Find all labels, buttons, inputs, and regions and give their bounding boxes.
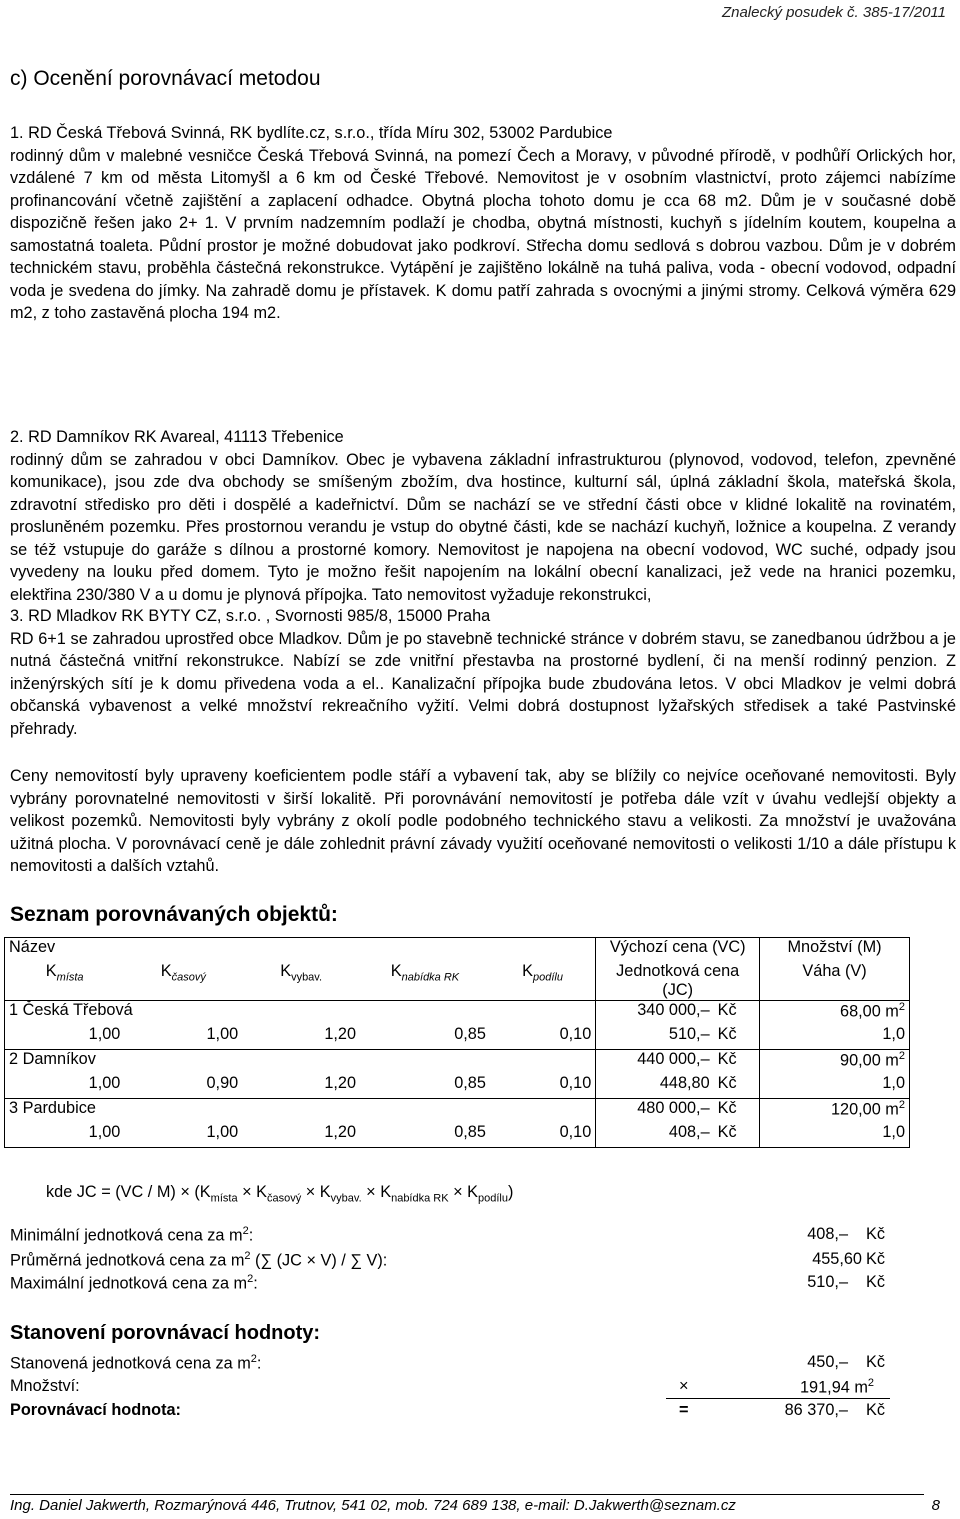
row-k-location: 1,00 <box>5 1123 125 1148</box>
object-2 <box>10 426 956 606</box>
object-1-heading: 1. RD Česká Třebová Svinná, RK bydlíte.cz, s.r.o., třída Míru 302, 53002 Pardubice <box>10 124 613 142</box>
table-row <box>5 1025 910 1050</box>
comparison-list-title: Seznam porovnávaných objektů: <box>10 903 338 926</box>
row-name: 1 Česká Třebová <box>5 1001 596 1026</box>
header-unit-price: Jednotková cena (JC) <box>596 962 760 1001</box>
table-row <box>5 1123 910 1148</box>
table-header-row-2 <box>5 962 910 1001</box>
row-weight: 1,0 <box>760 1074 910 1099</box>
object-1-description: rodinný dům v malebné vesničce Česká Třebová Svinná, na pomezí Čech a Moravy, v původné přírodě, v podhůří Orlických hor, vzdálené 7 km od města Litomyšl a 6 km od České Třebové. Nemovitost je v osobním vlastnictví, proto zájemci nabízíme profinancování včetně zajištění a zaplacení odhadce. Obytná plocha tohoto domu je cca 68 m2. Dům je v současné době dispozičně řešen jako 2+ 1. V prvním nadzemním podlaží je chodba, obytná místnosti, kuchyň s jídelním koutem, koupelna a samostatná toaleta. Půdní prostor je možné dobudovat jako podkroví. Střecha domu sedlová s dobrou vazbou. Dům je v dobrém technickém stavu, proběhla částečná rekonstrukce. Vytápění je zajištěno lokálně na tuhá paliva, voda - obecní vodovod, odpadní voda je svedena do jímky. Na zahradě domu je přístavek. K domu patří zahrada s ovocnými a jinými stromy. Celková výměra 629 m2, z toho zastavěná plocha 194 m2. <box>10 146 956 322</box>
set-unit-price-value: 450,– <box>807 1353 848 1371</box>
valuation-title: Stanovení porovnávací hodnoty: <box>10 1322 321 1344</box>
comparative-value-operator: = <box>679 1401 689 1419</box>
avg-unit-price-label: Průměrná jednotková cena za $m^2$ (∑ (JC × V) / ∑ V): <box>10 1250 388 1270</box>
page-number: 8 <box>931 1497 940 1514</box>
row-unit-price: 510,– <box>596 1025 714 1050</box>
row-currency: Kč <box>714 1123 760 1148</box>
object-3 <box>10 605 956 740</box>
object-3-heading: 3. RD Mladkov RK BYTY CZ, s.r.o. , Svornosti 985/8, 15000 Praha <box>10 607 491 625</box>
footer-divider <box>10 1494 924 1495</box>
quantity-value: 191,94 $m^2$ <box>800 1377 875 1397</box>
row-initial-price: 440 000,– <box>596 1050 714 1075</box>
row-currency: Kč <box>717 1050 737 1068</box>
set-unit-price-label: Stanovená jednotková cena za $m^2$: <box>10 1353 262 1373</box>
header-k-equipment: $K_{vybav.}$ <box>242 962 360 1001</box>
table-row <box>5 1074 910 1099</box>
header-quantity: Množství (M) <box>760 938 910 963</box>
row-name: 3 Pardubice <box>5 1099 596 1124</box>
row-unit-price: 408,– <box>596 1123 714 1148</box>
header-k-offer: $K_{nabídka RK}$ <box>360 962 490 1001</box>
row-currency: Kč <box>714 1025 760 1050</box>
row-name: 2 Damníkov <box>5 1050 596 1075</box>
min-unit-price-currency: Kč <box>866 1225 886 1243</box>
adjustment-text: Ceny nemovitostí byly upraveny koeficientem podle stáří a vybavení tak, aby se blížily co nejvíce oceňované nemovitosti. Byly vybrány porovnatelné nemovitosti v širší lokalitě. Při porovnávání nemovitostí je potřeba dále vzít v úvahu vedlejší objekty a velikost pozemků. Nemovitosti byly vybrány z okolí podle podobného technického stavu a velikosti. Za množství je uvažována užitná plocha. V porovnávací ceně je dále zohlednit právní závady využití oceňované nemovitosti o velikosti 1/10 a dále přístupu k nemovitosti a dalších vztahů. <box>10 767 956 875</box>
comparative-value-currency: Kč <box>866 1401 886 1419</box>
row-k-time: 0,90 <box>124 1074 242 1099</box>
object-1 <box>10 122 956 325</box>
header-weight: Váha (V) <box>760 962 910 1001</box>
section-title: c) Ocenění porovnávací metodou <box>10 67 321 90</box>
table-header-row-1 <box>5 938 910 963</box>
table-row <box>5 1050 910 1075</box>
table-row <box>5 1001 910 1026</box>
row-initial-price: 340 000,– <box>596 1001 714 1026</box>
min-unit-price-value: 408,– <box>807 1225 848 1243</box>
row-k-location: 1,00 <box>5 1074 125 1099</box>
row-k-equipment: 1,20 <box>242 1025 360 1050</box>
row-k-offer: 0,85 <box>360 1074 490 1099</box>
unit-price-formula: kde JC = $(VC / M) \times (K_{místa} \times K_{časový} \times K_{vybav.} \times K_{nabídka RK} \times K_{podílu})$ <box>46 1183 514 1205</box>
avg-unit-price-value: 455,60 <box>812 1250 862 1268</box>
comparative-value: 86 370,– <box>784 1401 848 1419</box>
row-k-share: 0,10 <box>490 1123 596 1148</box>
max-unit-price-label: Maximální jednotková cena za $m^2$: <box>10 1273 258 1293</box>
row-currency: Kč <box>714 1074 760 1099</box>
object-2-description: rodinný dům se zahradou v obci Damníkov. Obec je vybavena základní infrastrukturou (plynovod, vodovod, telefon, zpevněné komunikace), jsou zde dva obchody se smíšeným zbožím, dva hostince, kulturní sál, úplná základní škola, mateřská škola, zdravotní středisko pro děti i dospělé a kadeřnictví. Dům se nachází se ve střední části obce v klidné lokalitě na rovinatém, prosluněném pozemku. Přes prostornou verandu je vstup do obytné části, kde se nachází kuchyň, ložnice a koupelna. Z verandy se též vstupuje do garáže s dílnou a prostorné komory. Nemovitost je napojena na obecní vodovod, WC suché, odpady jsou vyvedeny na louku před domem. Tyto je možno řešit napojením na lokální obecní kanalizaci, jež vede na hranici pozemku, elektřina 230/380 V a u domu je plynová přípojka. Tato nemovitost vyžaduje rekonstrukci, <box>10 450 956 604</box>
adjustment-paragraph <box>10 765 956 878</box>
row-quantity: 68,00 $m^2$ <box>760 1001 910 1026</box>
row-quantity: 90,00 $m^2$ <box>760 1050 910 1075</box>
min-unit-price-label: Minimální jednotková cena za $m^2$: <box>10 1225 254 1245</box>
row-currency: Kč <box>717 1001 737 1019</box>
row-quantity: 120,00 $m^2$ <box>760 1099 910 1124</box>
table-row <box>5 1099 910 1124</box>
document-reference: Znalecký posudek č. 385-17/2011 <box>721 4 946 21</box>
sum-divider <box>666 1398 890 1399</box>
row-weight: 1,0 <box>760 1025 910 1050</box>
avg-unit-price-currency: Kč <box>866 1250 886 1268</box>
row-k-time: 1,00 <box>124 1123 242 1148</box>
max-unit-price-value: 510,– <box>807 1273 848 1291</box>
row-k-share: 0,10 <box>490 1025 596 1050</box>
object-2-heading: 2. RD Damníkov RK Avareal, 41113 Třebenice <box>10 428 344 446</box>
footer-contact: Ing. Daniel Jakwerth, Rozmarýnová 446, Trutnov, 541 02, mob. 724 689 138, e-mail: D.Jakwerth@seznam.cz <box>10 1497 736 1514</box>
row-k-equipment: 1,20 <box>242 1123 360 1148</box>
row-k-offer: 0,85 <box>360 1123 490 1148</box>
quantity-operator: × <box>679 1377 689 1395</box>
comparative-value-label: Porovnávací hodnota: <box>10 1401 181 1419</box>
row-k-equipment: 1,20 <box>242 1074 360 1099</box>
header-k-share: $K_{podílu}$ <box>490 962 596 1001</box>
row-k-offer: 0,85 <box>360 1025 490 1050</box>
header-initial-price: Výchozí cena (VC) <box>596 938 760 963</box>
row-unit-price: 448,80 <box>596 1074 714 1099</box>
set-unit-price-currency: Kč <box>866 1353 886 1371</box>
header-k-time: $K_{časový}$ <box>124 962 242 1001</box>
max-unit-price-currency: Kč <box>866 1273 886 1291</box>
header-name: Název <box>5 938 596 963</box>
row-k-time: 1,00 <box>124 1025 242 1050</box>
row-weight: 1,0 <box>760 1123 910 1148</box>
row-currency: Kč <box>717 1099 737 1117</box>
header-k-location: $K_{místa}$ <box>5 962 125 1001</box>
quantity-label: Množství: <box>10 1377 80 1395</box>
row-k-location: 1,00 <box>5 1025 125 1050</box>
row-k-share: 0,10 <box>490 1074 596 1099</box>
footer <box>10 1497 940 1514</box>
row-initial-price: 480 000,– <box>596 1099 714 1124</box>
comparison-table <box>4 937 910 1148</box>
object-3-description: RD 6+1 se zahradou uprostřed obce Mladkov. Dům je po stavebně technické stránce v dobrém stavu, se zanedbanou údržbou a je nutná částečná vnitřní rekonstrukce. Nabízí se zde vnitřní přestavba na prostorné bydlení, či na menší rodinný penzion. Z inženýrských sítí je k domu přivedena voda a el.. Kanalizační přípojka bude zbudována letos. V obci Mladkov je velmi dobrá občanská vybavenost a velké množství rekreačního vyžití. Velmi dobrá dostupnost lyžařských středisek a také Pastvinské přehrady. <box>10 629 956 738</box>
